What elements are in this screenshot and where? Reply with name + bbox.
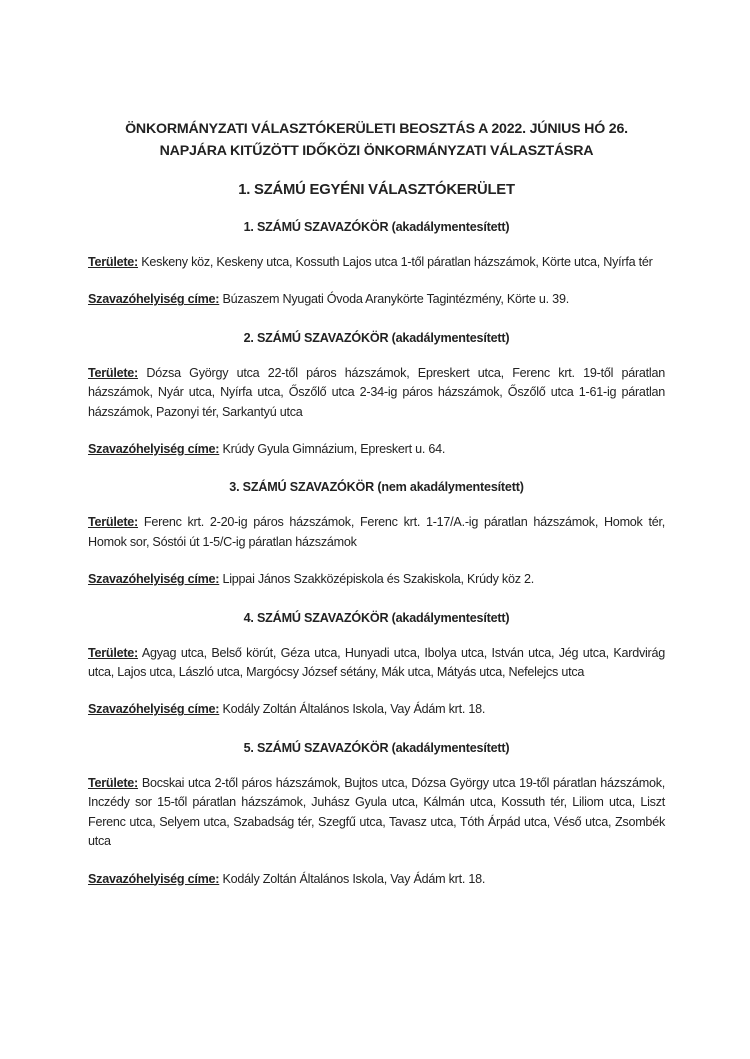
document-page <box>88 118 665 889</box>
area-label: Területe: <box>88 645 139 660</box>
address-text: Lippai János Szakközépiskola és Szakiskola, Krúdy köz 2. <box>222 572 535 587</box>
precinct-area <box>88 774 665 852</box>
district-heading: 1. SZÁMÚ EGYÉNI VÁLASZTÓKERÜLET <box>238 182 515 198</box>
document-title-line-1: ÖNKORMÁNYZATI VÁLASZTÓKERÜLETI BEOSZTÁS A 2022. JÚNIUS HÓ 26. <box>125 121 628 137</box>
area-label: Területe: <box>88 255 139 269</box>
precinct-section <box>88 478 665 589</box>
area-label: Területe: <box>88 775 139 790</box>
precinct-heading: 5. SZÁMÚ SZAVAZÓKÖR (akadálymentesített) <box>243 740 510 755</box>
address-label: Szavazóhelyiség címe: <box>88 702 220 717</box>
precinct-list <box>88 218 665 889</box>
precinct-heading: 4. SZÁMÚ SZAVAZÓKÖR (akadálymentesített) <box>243 610 510 625</box>
precinct-address <box>88 570 665 589</box>
precinct-section <box>88 329 665 460</box>
precinct-section <box>88 218 665 310</box>
area-text: Agyag utca, Belső körút, Géza utca, Hunyadi utca, Ibolya utca, István utca, Jég utca, Kardvirág utca, Lajos utca, László utca, Margócsy József sétány, Mák utca, Mátyás utca, Nefelejcs utca <box>88 645 665 680</box>
area-text: Keskeny köz, Keskeny utca, Kossuth Lajos utca 1-től páratlan házszámok, Körte utca, Nyírfa tér <box>141 255 653 269</box>
precinct-heading: 3. SZÁMÚ SZAVAZÓKÖR (nem akadálymentesített) <box>229 480 524 495</box>
address-text: Kodály Zoltán Általános Iskola, Vay Ádám krt. 18. <box>222 871 486 886</box>
precinct-heading: 2. SZÁMÚ SZAVAZÓKÖR (akadálymentesített) <box>243 330 510 345</box>
precinct-address <box>88 870 665 889</box>
precinct-area <box>88 253 665 272</box>
precinct-area <box>88 513 665 552</box>
address-text: Krúdy Gyula Gimnázium, Epreskert u. 64. <box>222 442 446 457</box>
precinct-area <box>88 644 665 683</box>
area-text: Dózsa György utca 22-től páros házszámok, Epreskert utca, Ferenc krt. 19-től páratlan házszámok, Nyár utca, Nyírfa utca, Őszőlő utca 2-34-ig páros házszámok, Őszőlő utca 1-61-ig páratlan házszámok, Pazonyi tér, Sarkantyú utca <box>88 365 665 419</box>
area-text: Bocskai utca 2-től páros házszámok, Bujtos utca, Dózsa György utca 19-től páratlan házszámok, Inczédy sor 15-től páratlan házszámok, Juhász Gyula utca, Kálmán utca, Kossuth tér, Liliom utca, Liszt Ferenc utca, Selyem utca, Szabadság tér, Szegfű utca, Tavasz utca, Tóth Árpád utca, Véső utca, Zsombék utca <box>88 775 666 849</box>
address-text: Kodály Zoltán Általános Iskola, Vay Ádám krt. 18. <box>222 702 486 717</box>
precinct-address <box>88 290 665 309</box>
address-label: Szavazóhelyiség címe: <box>88 871 220 886</box>
address-label: Szavazóhelyiség címe: <box>88 572 220 587</box>
area-label: Területe: <box>88 515 139 530</box>
address-label: Szavazóhelyiség címe: <box>88 292 220 307</box>
precinct-section <box>88 609 665 720</box>
area-label: Területe: <box>88 365 139 380</box>
precinct-section <box>88 739 665 889</box>
address-text: Búzaszem Nyugati Óvoda Aranykörte Tagintézmény, Körte u. 39. <box>222 292 569 307</box>
area-text: Ferenc krt. 2-20-ig páros házszámok, Ferenc krt. 1-17/A.-ig páratlan házszámok, Homok tér, Homok sor, Sóstói út 1-5/C-ig páratlan házszámok <box>88 515 666 549</box>
precinct-address <box>88 440 665 459</box>
precinct-heading: 1. SZÁMÚ SZAVAZÓKÖR (akadálymentesített) <box>243 220 510 234</box>
address-label: Szavazóhelyiség címe: <box>88 442 220 457</box>
precinct-address <box>88 700 665 719</box>
document-title-line-2: NAPJÁRA KITŰZÖTT IDŐKÖZI ÖNKORMÁNYZATI VÁLASZTÁSRA <box>159 143 594 159</box>
precinct-area <box>88 364 665 422</box>
